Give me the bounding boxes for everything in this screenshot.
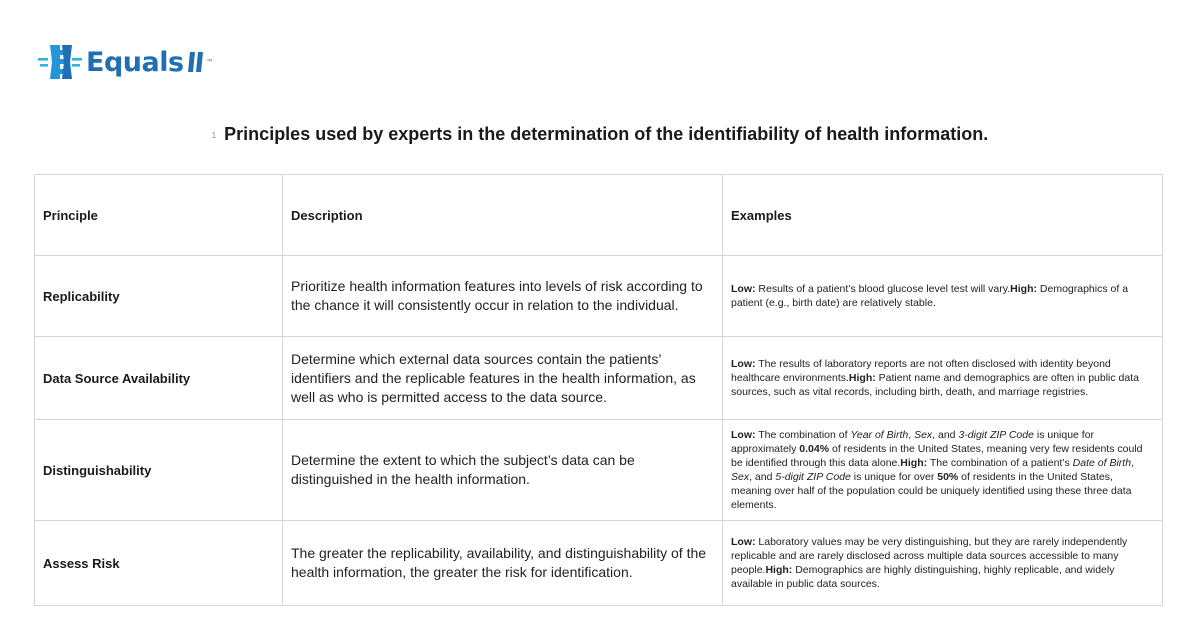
- low-italic-term: Sex: [914, 429, 933, 441]
- header-principle: Principle: [35, 175, 283, 256]
- table-title: [0, 124, 1200, 145]
- high-text: of residents in the United States, meaning over half of the population could be uniquely identified using these three data elements.: [731, 471, 1132, 511]
- high-text: , and: [749, 471, 776, 483]
- low-italic-term: Year of Birth: [850, 429, 909, 441]
- low-text: is unique for approximately: [731, 429, 1095, 455]
- low-text: The results of laboratory reports are not often disclosed with identity beyond healthcare environments.: [731, 358, 1111, 384]
- high-text: Demographics of a patient (e.g., birth date) are relatively stable.: [731, 283, 1129, 309]
- high-label: High:: [900, 457, 928, 469]
- table-row: [35, 521, 1163, 606]
- principle-cell: Assess Risk: [35, 521, 283, 606]
- description-cell: The greater the replicability, availability, and distinguishability of the health information, the greater the risk for identification.: [283, 521, 723, 606]
- title-number: 1: [211, 130, 217, 140]
- high-italic-term: Sex: [731, 471, 750, 483]
- title-text: Principles used by experts in the determination of the identifiability of health information.: [224, 124, 989, 144]
- header-description: Description: [283, 175, 723, 256]
- high-text: Patient name and demographics are often in public data sources, such as vital records, including birth, death, and marriage registries.: [731, 372, 1139, 398]
- high-percentage: 50%: [937, 471, 959, 483]
- low-text: ,: [908, 429, 915, 441]
- low-label: Low:: [731, 358, 756, 370]
- high-text: The combination of a patient’s: [927, 457, 1073, 469]
- high-text: ,: [1131, 457, 1134, 469]
- principle-cell: Data Source Availability: [35, 337, 283, 420]
- table-row: [35, 337, 1163, 420]
- low-text: of residents in the United States, meaning very few residents could be identified through this data alone.: [731, 443, 1143, 469]
- description-cell: Determine which external data sources contain the patients’ identifiers and the replicable features in the health information, as well as who is permitted access to the data source.: [283, 337, 723, 420]
- low-label: Low:: [731, 283, 756, 295]
- low-label: Low:: [731, 429, 756, 441]
- high-text: Demographics are highly distinguishing, highly replicable, and widely available in public data sources.: [731, 564, 1115, 590]
- high-italic-term: Date of Birth: [1072, 457, 1132, 469]
- description-cell: Determine the extent to which the subject’s data can be distinguished in the health information.: [283, 420, 723, 521]
- low-text: , and: [932, 429, 959, 441]
- trademark-symbol: ™: [206, 59, 213, 65]
- brand-name: Equals: [86, 46, 184, 78]
- equals-logo-icon: [38, 42, 82, 82]
- low-text: Results of a patient’s blood glucose level test will vary.: [755, 283, 1011, 295]
- table-header-row: [35, 175, 1163, 256]
- high-label: High:: [1010, 283, 1037, 295]
- low-percentage: 0.04%: [799, 443, 830, 455]
- examples-cell: [723, 256, 1163, 337]
- header-examples: Examples: [723, 175, 1163, 256]
- principle-cell: Replicability: [35, 256, 283, 337]
- description-cell: Prioritize health information features into levels of risk according to the chance it will consistently occur in relation to the individual.: [283, 256, 723, 337]
- high-label: High:: [765, 564, 793, 576]
- low-italic-term: 3-digit ZIP Code: [958, 429, 1034, 441]
- examples-cell: [723, 337, 1163, 420]
- principles-table: [34, 174, 1163, 606]
- high-label: High:: [848, 372, 876, 384]
- brand-double-bar-icon: [186, 50, 206, 74]
- principle-cell: Distinguishability: [35, 420, 283, 521]
- low-text: The combination of: [755, 429, 851, 441]
- low-label: Low:: [731, 536, 756, 548]
- equals-logo: [38, 42, 213, 82]
- high-italic-term: 5-digit ZIP Code: [775, 471, 851, 483]
- table-row: [35, 256, 1163, 337]
- examples-cell: [723, 420, 1163, 521]
- low-text: Laboratory values may be very distinguishing, but they are rarely independently replicable and are rarely disclosed across multiple data sources accessible to many people.: [731, 536, 1128, 576]
- examples-cell: [723, 521, 1163, 606]
- high-text: is unique for over: [850, 471, 938, 483]
- table-row: [35, 420, 1163, 521]
